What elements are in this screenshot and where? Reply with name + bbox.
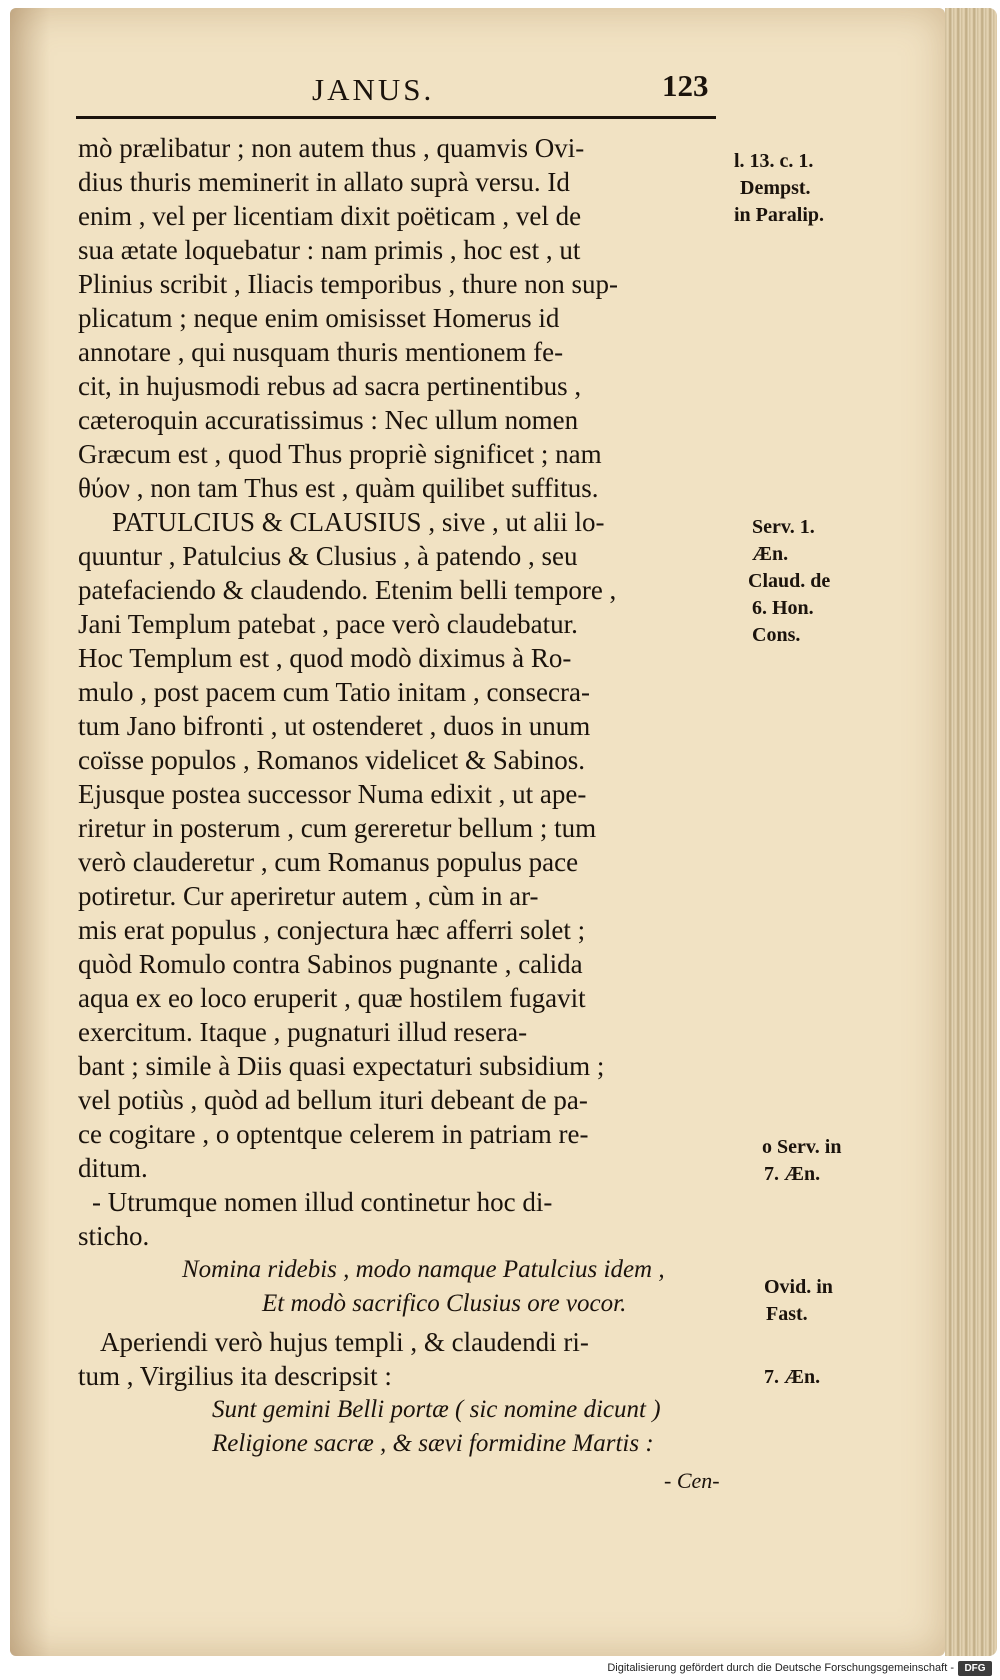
body-line: enim , vel per licentiam dixit poëticam , vel de (78, 201, 582, 231)
body-line: ditum. (78, 1153, 148, 1183)
body-line: Hoc Templum est , quod modò diximus à Ro- (78, 643, 572, 673)
verse-line: Et modò sacrifico Clusius ore vocor. (262, 1290, 627, 1317)
body-line: tum , Virgilius ita descripsit : (78, 1361, 392, 1391)
body-line: coïsse populos , Romanos videlicet & Sabinos. (78, 745, 585, 775)
body-line: vel potiùs , quòd ad bellum ituri debeant de pa- (78, 1085, 588, 1115)
body-line: Jani Templum patebat , pace verò claudebatur. (78, 609, 578, 639)
margin-note: Serv. 1. (752, 516, 815, 538)
verse-line: Religione sacræ , & sævi formidine Martis : (212, 1430, 654, 1457)
body-line: quòd Romulo contra Sabinos pugnante , calida (78, 949, 583, 979)
body-line: dius thuris meminerit in allato suprà versu. Id (78, 167, 570, 197)
body-line: riretur in posterum , cum gereretur bellum ; tum (78, 813, 597, 843)
page-number: 123 (662, 68, 709, 103)
body-line: mulo , post pacem cum Tatio initam , consecra- (78, 677, 590, 707)
margin-note: Ovid. in (764, 1276, 833, 1298)
body-line: Plinius scribit , Iliacis temporibus , thure non sup- (78, 269, 618, 299)
margin-note: 7. Æn. (764, 1163, 821, 1185)
margin-note: 6. Hon. (752, 597, 814, 619)
margin-note: Dempst. (740, 177, 811, 199)
body-line: annotare , qui nusquam thuris mentionem fe- (78, 337, 564, 367)
verse-line: Sunt gemini Belli portæ ( sic nomine dicunt ) (212, 1396, 661, 1423)
margin-note: o Serv. in (762, 1136, 842, 1158)
running-header-title: JANUS. (312, 72, 435, 107)
body-line: Aperiendi verò hujus templi , & claudendi ri- (100, 1327, 589, 1357)
body-line: sua ætate loquebatur : nam primis , hoc est , ut (78, 235, 581, 265)
margin-note: 7. Æn. (764, 1366, 821, 1388)
catchword: - Cen- (664, 1468, 720, 1493)
header-rule (76, 116, 716, 119)
body-line: Græcum est , quod Thus propriè significet ; nam (78, 439, 602, 469)
body-line: Ejusque postea successor Numa edixit , ut ape- (78, 779, 587, 809)
body-line: verò clauderetur , cum Romanus populus pace (78, 847, 579, 877)
body-line: PATULCIUS & CLAUSIUS , sive , ut alii lo- (112, 507, 605, 537)
margin-note: Fast. (766, 1303, 808, 1325)
page-gutter-shadow (10, 8, 50, 1656)
body-line: sticho. (78, 1221, 150, 1251)
body-line: quuntur , Patulcius & Clusius , à patendo , seu (78, 541, 578, 571)
footer-bar (0, 1660, 1000, 1680)
body-line: - Utrumque nomen illud continetur hoc di- (92, 1187, 553, 1217)
footer-credit: Digitalisierung gefördert durch die Deutsche Forschungsgemeinschaft - (607, 1662, 954, 1674)
body-line: potiretur. Cur aperiretur autem , cùm in ar- (78, 881, 539, 911)
margin-note: Cons. (752, 624, 801, 646)
body-line: patefaciendo & claudendo. Etenim belli tempore , (78, 575, 617, 605)
margin-note: Æn. (752, 543, 789, 565)
margin-note: in Paralip. (734, 204, 825, 226)
page-edges (945, 8, 997, 1656)
body-line: mis erat populus , conjectura hæc afferri solet ; (78, 915, 586, 945)
margin-note: l. 13. c. 1. (734, 150, 814, 172)
body-line: θύον , non tam Thus est , quàm quilibet suffitus. (78, 473, 599, 503)
body-line: mò prælibatur ; non autem thus , quamvis Ovi- (78, 133, 585, 163)
body-line: plicatum ; neque enim omisisset Homerus id (78, 303, 560, 333)
body-line: cit, in hujusmodi rebus ad sacra pertinentibus , (78, 371, 582, 401)
body-line: aqua ex eo loco eruperit , quæ hostilem fugavit (78, 983, 586, 1013)
body-line: bant ; simile à Diis quasi expectaturi subsidium ; (78, 1051, 605, 1081)
body-line: exercitum. Itaque , pugnaturi illud resera- (78, 1017, 528, 1047)
body-line: tum Jano bifronti , ut ostenderet , duos in unum (78, 711, 591, 741)
dfg-logo: DFG (958, 1661, 992, 1676)
verse-line: Nomina ridebis , modo namque Patulcius idem , (182, 1256, 665, 1283)
body-line: ce cogitare , o optentque celerem in patriam re- (78, 1119, 589, 1149)
body-line: cæteroquin accuratissimus : Nec ullum nomen (78, 405, 579, 435)
margin-note: Claud. de (748, 570, 831, 592)
